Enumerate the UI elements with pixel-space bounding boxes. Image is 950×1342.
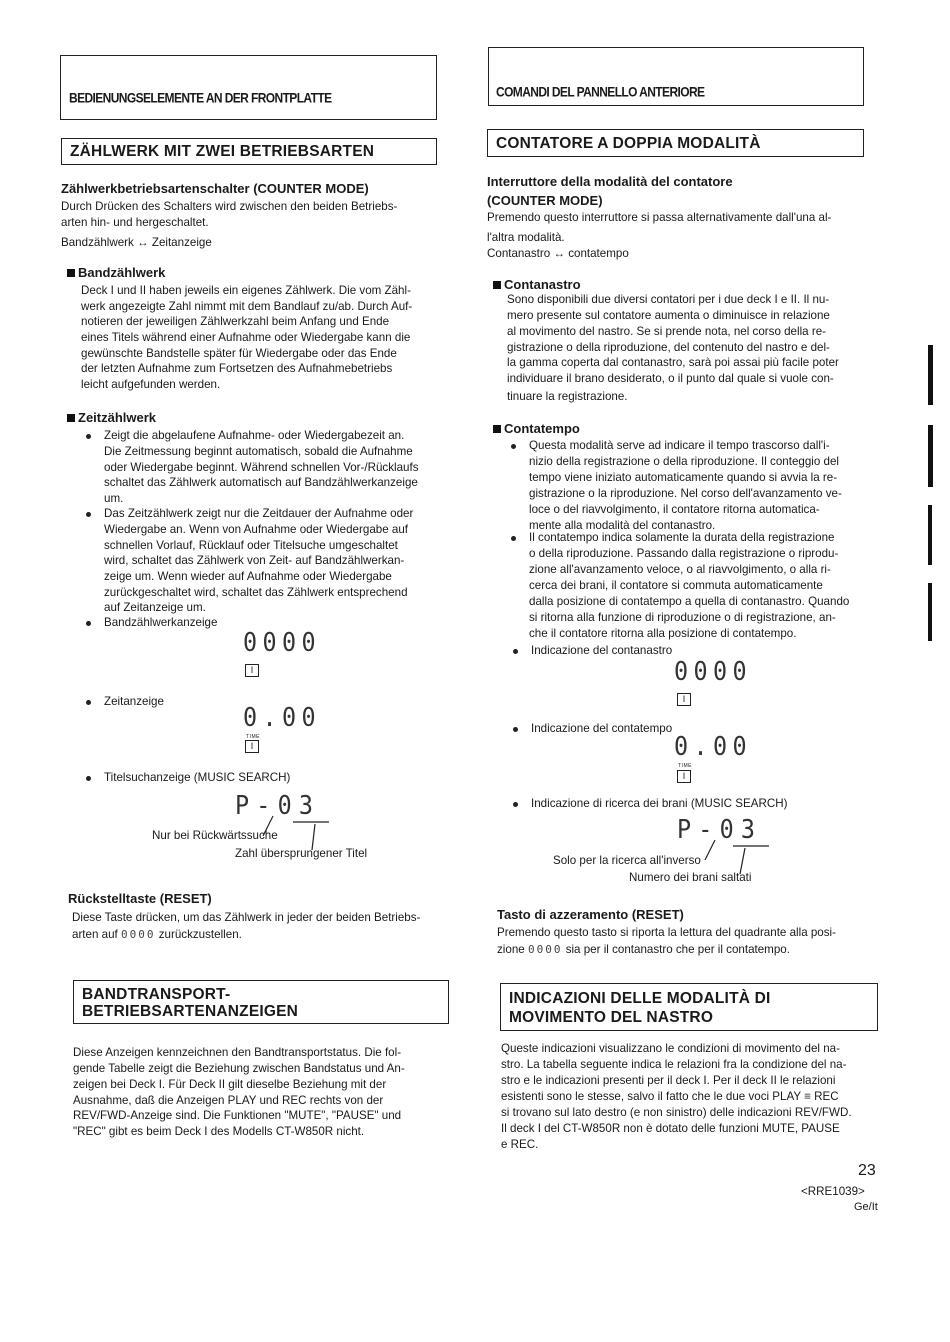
thumb-index-bar — [928, 345, 933, 405]
de-note-backward: Nur bei Rückwärtssuche — [152, 829, 278, 842]
it-nastro-heading: Contanastro — [493, 276, 581, 293]
it-nastro-l3: al movimento del nastro. Se si prende nota, nel corso della re- — [507, 325, 826, 338]
it-transport-l7: e REC. — [501, 1138, 539, 1151]
de-zeit-heading: Zeitzählwerk — [67, 409, 156, 426]
de-counter-mode-l1: Durch Drücken des Schalters wird zwischen den beiden Betriebs- — [61, 200, 398, 213]
bullet-dot-icon — [513, 649, 518, 654]
bullet-dot-icon — [511, 444, 516, 449]
de-search-display: P-03 — [235, 791, 321, 821]
de-reset-l2: arten auf 0000 zurückzustellen. — [72, 928, 242, 941]
bullet-dot-icon — [86, 434, 91, 439]
de-section2-title-l1: BANDTRANSPORT- — [82, 986, 231, 1003]
it-nastro-l5: la gamma coperta dal contanastro, sarà poi assai più facile poter — [507, 356, 839, 369]
it-mode-l1: Premendo questo interruttore si passa alternativamente dall'una al- — [487, 211, 832, 224]
de-transport-l2: gende Tabelle zeigt die Beziehung zwischen Bandstatus und An- — [73, 1062, 405, 1075]
bullet-square-icon — [67, 269, 75, 277]
de-reset-heading: Rückstelltaste (RESET) — [68, 891, 212, 906]
de-note-skipped: Zahl übersprungener Titel — [235, 847, 368, 860]
it-transport-l5: si trovano sul lato destro (e non sinistro) delle indicazioni REV/FWD. — [501, 1106, 852, 1119]
it-nastro-l6: individuare il brano desiderato, o il punto dal quale si vuole con- — [507, 372, 834, 385]
de-ind-music-bullet: Titelsuchanzeige (MUSIC SEARCH) — [86, 770, 406, 786]
it-mode-l3: Contanastro ↔ contatempo — [487, 247, 629, 260]
thumb-index-bar — [928, 583, 932, 641]
it-reset-heading: Tasto di azzeramento (RESET) — [497, 907, 684, 922]
it-reset-l1: Premendo questo tasto si riporta la lettura del quadrante alla posi- — [497, 926, 836, 939]
bullet-square-icon — [493, 281, 501, 289]
de-band-l7: leicht aufgefunden werden. — [81, 378, 221, 391]
it-note-backward: Solo per la ricerca all'inverso — [553, 854, 701, 867]
it-search-display: P-03 — [677, 815, 763, 845]
it-transport-l2: stro. La tabella seguente indica le relazioni fra la condizione del na- — [501, 1058, 847, 1071]
thumb-index-bar — [928, 425, 933, 487]
de-counter-mode-l2: arten hin- und hergeschaltet. — [61, 216, 209, 229]
de-counter-mode-l3: Bandzählwerk ↔ Zeitanzeige — [61, 236, 212, 249]
de-transport-l1: Diese Anzeigen kennzeichnen den Bandtransportstatus. Die fol- — [73, 1046, 402, 1059]
language-code: Ge/It — [854, 1201, 878, 1213]
de-transport-l6: "REC" gibt es beim Deck I des Modells CT-W850R nicht. — [73, 1125, 365, 1138]
it-tempo-bullet-1: Questa modalità serve ad indicare il tempo trascorso dall'i- nizio della registrazione o della riproduzione. Il conteggio del tempo viene iniziato automaticamente quando si avvia la re- gistrazione o la riproduzione. Nel corso dell'avanzamento ve- loce o del riavvolgimento, il contatore ritorna automatica- mente alla modalità del contanastro. — [511, 438, 871, 534]
it-time-label: TIME — [678, 763, 692, 769]
it-ind-nastro-bullet: Indicazione del contanastro — [513, 643, 813, 659]
it-deck-indicator: I — [677, 693, 691, 706]
de-section1-title: ZÄHLWERK MIT ZWEI BETRIEBSARTEN — [70, 143, 375, 160]
de-band-heading: Bandzählwerk — [67, 264, 165, 281]
de-time-deck-indicator: I — [245, 740, 259, 753]
de-band-l4: eines Titels während einer Aufnahme oder Wiedergabe kann die — [81, 331, 411, 344]
it-tempo-heading: Contatempo — [493, 420, 580, 437]
it-transport-l6: Il deck I del CT-W850R non è dotato delle funzioni MUTE, PAUSE — [501, 1122, 840, 1135]
de-header-box — [60, 55, 437, 120]
de-header-title: BEDIENUNGSELEMENTE AN DER FRONTPLATTE — [69, 89, 332, 106]
de-band-l3: notieren der jeweiligen Zählwerkzahl beim Anfang und Ende — [81, 315, 390, 328]
document-code: <RRE1039> — [801, 1185, 865, 1198]
bullet-dot-icon — [86, 512, 91, 517]
de-reset-l1: Diese Taste drücken, um das Zählwerk in jeder der beiden Betriebs- — [72, 911, 421, 924]
de-band-l2: werk angezeigte Zahl nimmt mit dem Bandlauf zu/ab. Durch Auf- — [81, 300, 413, 313]
it-mode-heading-l2: (COUNTER MODE) — [487, 193, 603, 208]
de-counter-mode-heading: Zählwerkbetriebsartenschalter (COUNTER MODE) — [61, 181, 369, 196]
de-transport-l5: REV/FWD-Anzeige sind. Die Funktionen "MUTE", "PAUSE" und — [73, 1109, 402, 1122]
bullet-dot-icon — [513, 727, 518, 732]
it-nastro-l2: mero presente sul contatore aumenta o diminuisce in relazione — [507, 309, 830, 322]
it-nastro-l7: tinuare la registrazione. — [507, 390, 628, 403]
de-transport-l3: zeigen bei Deck I. Für Deck II gilt dieselbe Beziehung mit der — [73, 1078, 387, 1091]
page-number: 23 — [858, 1162, 876, 1179]
it-reset-l2: zione 0000 sia per il contanastro che per il contatempo. — [497, 943, 790, 956]
it-mode-heading-l1: Interruttore della modalità del contatore — [487, 174, 733, 189]
de-counter-display: 0000 — [243, 628, 321, 658]
it-reset-display: 0000 — [527, 943, 563, 956]
de-zeit-bullet-1: Zeigt die abgelaufene Aufnahme- oder Wiedergabezeit an. Die Zeitmessung beginnt automatisch, sobald die Aufnahme oder Wiedergabe beginnt. Während schnellen Vor-/Rücklaufs schaltet das Zählwerk automatisch auf Bandzählwerkanzeige um. — [86, 428, 446, 508]
de-ind-zeit-bullet: Zeitanzeige — [86, 694, 386, 710]
it-time-deck-indicator: I — [677, 770, 691, 783]
bullet-dot-icon — [86, 700, 91, 705]
de-zeit-bullet-2: Das Zeitzählwerk zeigt nur die Zeitdauer der Aufnahme oder Wiedergabe an. Wenn von Aufnahme oder Wiedergabe auf schnellen Vorlauf, Rücklauf oder Titelsuche umgeschaltet wird, schaltet das Zählwerk von Zeit- auf Bandzählwerkan- zeige um. Wenn wieder auf Aufnahme oder Wiedergabe zurückgeschaltet wird, schaltet das Zählwerk entsprechend auf Zeitanzeige um. — [86, 506, 446, 616]
bullet-dot-icon — [86, 621, 91, 626]
bullet-dot-icon — [513, 802, 518, 807]
it-ind-music-bullet: Indicazione di ricerca dei brani (MUSIC SEARCH) — [513, 796, 853, 812]
de-time-display: 0.00 — [243, 703, 321, 733]
de-transport-l4: Ausnahme, daß die Anzeigen PLAY und REC rechts von der — [73, 1094, 384, 1107]
it-section1-title: CONTATORE A DOPPIA MODALITÀ — [496, 135, 761, 152]
bullet-square-icon — [67, 414, 75, 422]
it-mode-l2: l'altra modalità. — [487, 231, 565, 244]
it-section2-title-l2: MOVIMENTO DEL NASTRO — [509, 1009, 714, 1026]
it-section2-title-l1: INDICAZIONI DELLE MODALITÀ DI — [509, 990, 771, 1007]
it-transport-l1: Queste indicazioni visualizzano le condizioni di movimento del na- — [501, 1042, 840, 1055]
de-deck-indicator: I — [245, 664, 259, 677]
de-ind-band-bullet: Bandzählwerkanzeige — [86, 615, 386, 631]
de-band-l6: der letzten Aufnahme zum Fortsetzen des Aufnahmebetriebs — [81, 362, 393, 375]
de-reset-display: 0000 — [121, 928, 156, 941]
it-ind-tempo-bullet: Indicazione del contatempo — [513, 721, 813, 737]
it-search-callout-lines — [697, 834, 817, 904]
it-nastro-l4: gistrazione o della riproduzione, del contenuto del nastro e del- — [507, 341, 830, 354]
it-time-display: 0.00 — [674, 732, 752, 762]
it-transport-l4: esistenti sono le stesse, salvo il fatto che le due voci PLAY ≡ REC — [501, 1090, 839, 1103]
it-header-title: COMANDI DEL PANNELLO ANTERIORE — [496, 83, 705, 100]
de-band-l1: Deck I und II haben jeweils ein eigenes Zählwerk. Die vom Zähl- — [81, 284, 411, 297]
bullet-dot-icon — [86, 776, 91, 781]
de-section2-title-l2: BETRIEBSARTENANZEIGEN — [82, 1003, 299, 1020]
bullet-dot-icon — [511, 536, 516, 541]
it-tempo-bullet-2: Il contatempo indica solamente la durata della registrazione o della riproduzione. Passando dalla registrazione o riprodu- zione all'avanzamento veloce, o al riavvolgimento, o alla ri- cerca dei brani, il contatore si commuta automaticamente dalla posizione di contatempo a quella di contanastro. Quando si ritorna alla funzione di riproduzione o di registrazione, an- che il contatore ritorna alla posizione di contatempo. — [511, 530, 871, 642]
de-time-label: TIME — [246, 734, 260, 740]
thumb-index-bar — [928, 505, 932, 565]
it-transport-l3: stro e le indicazioni presenti per il deck I. Per il deck II le relazioni — [501, 1074, 836, 1087]
it-note-skipped: Numero dei brani saltati — [629, 871, 752, 884]
bullet-square-icon — [493, 425, 501, 433]
de-band-l5: gewünschte Bandstelle später für Wiedergabe oder das Ende — [81, 347, 397, 360]
de-search-callout-lines — [255, 810, 375, 880]
it-nastro-l1: Sono disponibili due diversi contatori per i due deck I e II. Il nu- — [507, 293, 830, 306]
it-counter-display: 0000 — [674, 657, 752, 687]
